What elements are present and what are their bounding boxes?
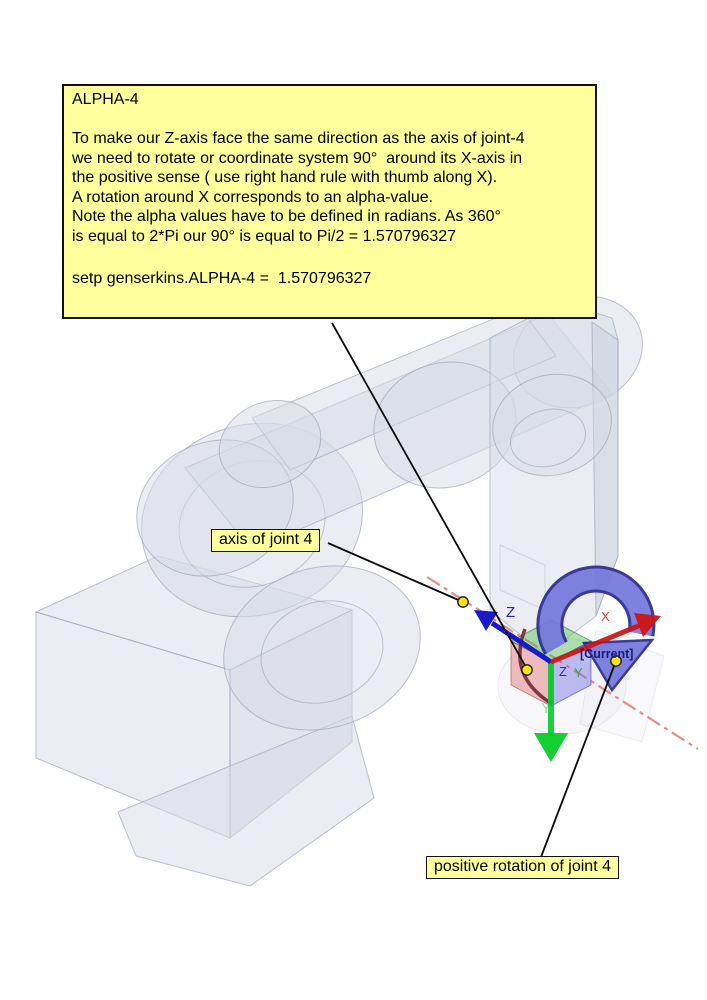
- note-line: we need to rotate or coordinate system 90° around its X-axis in: [72, 149, 523, 167]
- note-command-line: setp genserkins.ALPHA-4 = 1.570796327: [72, 270, 372, 287]
- note-line: A rotation around X corresponds to an alpha-value.: [72, 188, 434, 206]
- y-axis-arrowhead: [534, 733, 568, 762]
- current-frame-tag: [Current]: [580, 647, 634, 661]
- note-line: is equal to 2*Pi our 90° is equal to Pi/2 = 1.570796327: [72, 227, 457, 245]
- note-line: To make our Z-axis face the same direction as the axis of joint-4: [72, 130, 525, 147]
- note-line: the positive sense ( use right hand rule with thumb along X).: [72, 169, 498, 186]
- y-axis-faded-label: Y: [541, 700, 552, 717]
- alpha4-note-box: [62, 84, 597, 319]
- note-title: ALPHA-4: [72, 91, 139, 108]
- marker-arc-point: [522, 665, 532, 675]
- note-line: Note the alpha values have to be defined in radians. As 360°: [72, 208, 501, 225]
- x-axis-label: X: [601, 609, 610, 624]
- note-spacer: [72, 110, 587, 130]
- marker-axis-point: [458, 597, 468, 607]
- mini-z-label: Z: [559, 664, 567, 679]
- callout-positive-rotation: positive rotation of joint 4: [426, 856, 619, 879]
- z-axis-label: Z: [506, 604, 516, 621]
- callout-axis-of-joint-4: axis of joint 4: [211, 529, 320, 552]
- mini-y-label: Y: [574, 665, 583, 680]
